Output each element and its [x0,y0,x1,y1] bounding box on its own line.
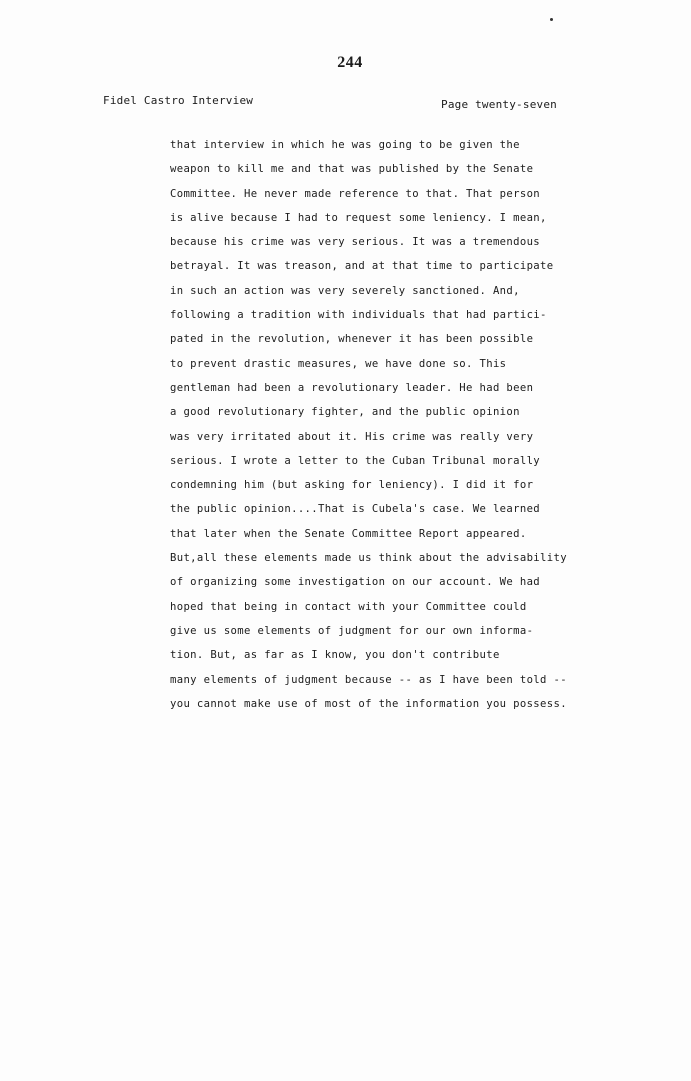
document-title-header: Fidel Castro Interview [103,94,254,107]
page-number: 244 [337,54,363,71]
text-line: is alive because I had to request some leniency. I mean, [170,211,547,224]
text-line: was very irritated about it. His crime was really very [170,430,534,443]
text-line: Committee. He never made reference to that. That person [170,187,541,200]
page-label-header: Page twenty-seven [441,98,557,111]
text-line: tion. But, as far as I know, you don't contribute [170,649,500,662]
text-line: betrayal. It was treason, and at that time to participate [170,260,554,273]
text-line: the public opinion....That is Cubela's case. We learned [170,503,541,516]
text-line: But,all these elements made us think about the advisability [170,552,567,565]
text-line: give us some elements of judgment for our own informa- [170,624,534,637]
text-line: following a tradition with individuals that had partici- [170,309,547,322]
text-line: of organizing some investigation on our account. We had [170,576,541,589]
text-line: that interview in which he was going to be given the [170,139,520,151]
text-line: serious. I wrote a letter to the Cuban Tribunal morally [170,454,541,467]
text-line: a good revolutionary fighter, and the public opinion [170,406,520,419]
text-line: gentleman had been a revolutionary leader. He had been [170,381,534,394]
text-line: you cannot make use of most of the information you possess. [170,697,567,710]
text-line: that later when the Senate Committee Report appeared. [170,527,527,540]
text-line: in such an action was very severely sanctioned. And, [170,284,520,297]
text-line: weapon to kill me and that was published by the Senate [170,163,534,176]
transcript-body [170,133,610,716]
text-line: many elements of judgment because -- as I have been told -- [170,673,567,686]
text-line: because his crime was very serious. It was a tremendous [170,236,541,249]
text-line: condemning him (but asking for leniency). I did it for [170,479,534,492]
text-line: hoped that being in contact with your Committee could [170,600,527,613]
scan-speck [550,18,553,21]
text-line: to prevent drastic measures, we have done so. This [170,357,507,370]
text-line: pated in the revolution, whenever it has been possible [170,333,534,346]
